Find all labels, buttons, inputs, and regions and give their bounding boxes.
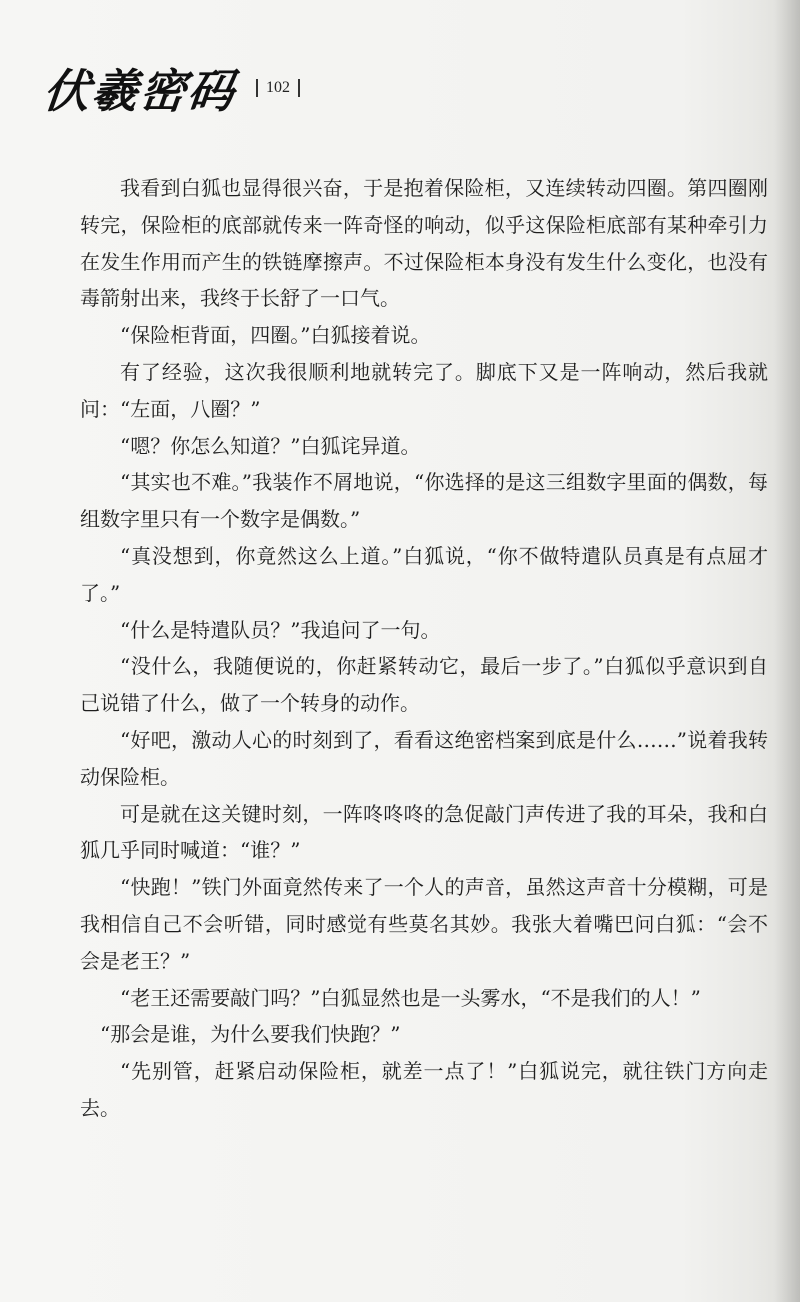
- page-number: 102: [266, 79, 290, 96]
- paragraph: “嗯？你怎么知道？”白狐诧异道。: [120, 433, 421, 458]
- paragraph: “那会是谁，为什么要我们快跑？”: [100, 1022, 401, 1047]
- spine-shadow: [774, 0, 800, 1302]
- paragraph: 有了经验，这次我很顺利地就转完了。脚底下又是一阵响动，然后我就问：“左面，八圈？”: [80, 359, 768, 421]
- paragraph: “老王还需要敲门吗？”白狐显然也是一头雾水，“不是我们的人！”: [120, 985, 701, 1010]
- book-title: 伏羲密码: [40, 64, 239, 118]
- page-number-left-bar: [256, 79, 258, 97]
- paragraph: “保险柜背面，四圈。”白狐接着说。: [120, 323, 431, 348]
- paragraph: “什么是特遣队员？”我追问了一句。: [120, 617, 441, 642]
- paragraph: “其实也不难。”我装作不屑地说，“你选择的是这三组数字里面的偶数，每组数字里只有一个数字是偶数。”: [80, 470, 768, 532]
- paragraph: “真没想到，你竟然这么上道。”白狐说，“你不做特遣队员真是有点屈才了。”: [80, 543, 768, 605]
- paragraph: 可是就在这关键时刻，一阵咚咚咚的急促敲门声传进了我的耳朵，我和白狐几乎同时喊道：“谁？”: [80, 801, 768, 863]
- page-number-block: [256, 79, 300, 97]
- paragraph: “先别管，赶紧启动保险柜，就差一点了！”白狐说完，就往铁门方向走去。: [80, 1059, 768, 1120]
- page-number-right-bar: [298, 79, 300, 97]
- paragraph: “快跑！”铁门外面竟然传来了一个人的声音，虽然这声音十分模糊，可是我相信自己不会听错，同时感觉有些莫名其妙。我张大着嘴巴问白狐：“会不会是老王？”: [80, 875, 768, 973]
- paragraph: “好吧，激动人心的时刻到了，看看这绝密档案到底是什么……”说着我转动保险柜。: [80, 727, 768, 789]
- running-header: [40, 58, 300, 118]
- paragraph: 我看到白狐也显得很兴奋，于是抱着保险柜，又连续转动四圈。第四圈刚转完，保险柜的底部就传来一阵奇怪的响动，似乎这保险柜底部有某种牵引力在发生作用而产生的铁链摩擦声。不过保险柜本身没有发生什么变化，也没有毒箭射出来，我终于长舒了一口气。: [80, 176, 768, 311]
- paragraph: “没什么，我随便说的，你赶紧转动它，最后一步了。”白狐似乎意识到自己说错了什么，做了一个转身的动作。: [80, 654, 768, 716]
- body-text: [80, 170, 768, 1127]
